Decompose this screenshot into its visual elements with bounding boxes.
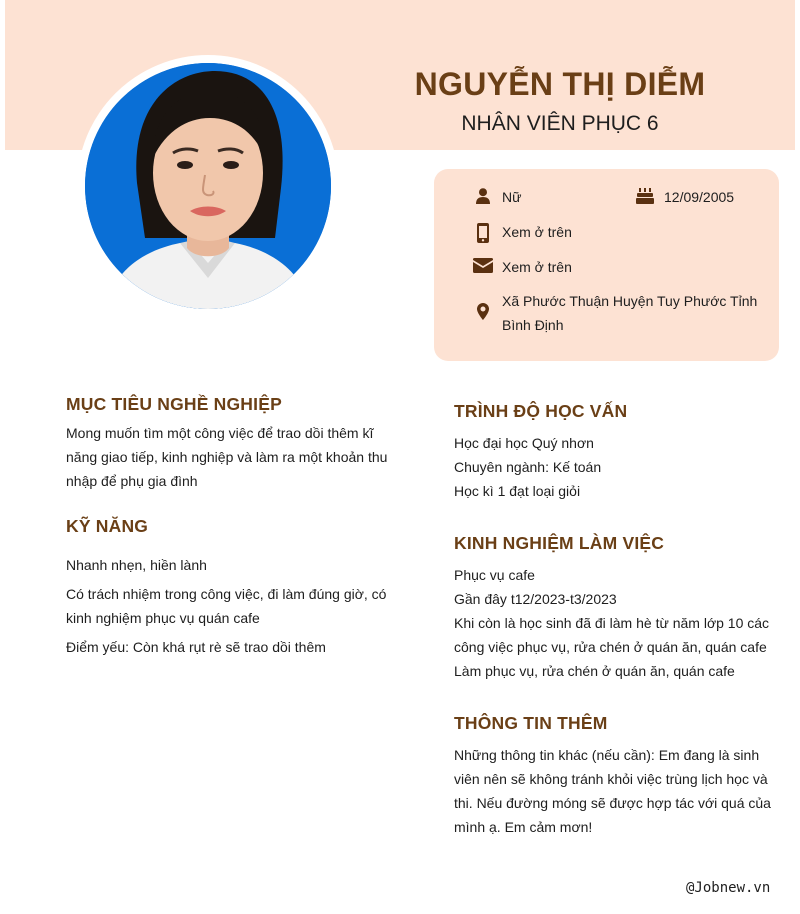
watermark: @Jobnew.vn [686, 880, 771, 896]
skill-line: kinh nghiệm phục vụ quán cafe [66, 610, 260, 626]
experience-line: Làm phục vụ, rửa chén ở quán ăn, quán cafe [454, 663, 735, 679]
experience-title: KINH NGHIỆM LÀM VIỆC [454, 533, 665, 553]
education-line: Học đại học Quý nhơn [454, 435, 594, 451]
experience-text [454, 563, 784, 683]
additional-info-line: Những thông tin khác (nếu cần): Em đang là sinh [454, 747, 760, 763]
phone-icon [472, 220, 494, 243]
skill-item: Nhanh nhẹn, hiền lành [66, 557, 207, 573]
gender-row [472, 185, 521, 209]
education-text [454, 431, 784, 503]
additional-info-line: thi. Nếu đường móng sẽ được hợp tác với quá của [454, 795, 771, 811]
address-row [472, 289, 762, 337]
education-line: Chuyên ngành: Kế toán [454, 459, 602, 475]
address-line-2: Bình Định [502, 317, 564, 333]
education-title: TRÌNH ĐỘ HỌC VẤN [454, 401, 628, 421]
candidate-name: NGUYỄN THỊ DIỄM [414, 66, 706, 102]
additional-info-title: THÔNG TIN THÊM [454, 713, 608, 733]
job-title: NHÂN VIÊN PHỤC 6 [461, 112, 659, 135]
email-row [472, 255, 572, 279]
gender-value: Nữ [502, 189, 522, 205]
experience-line: Khi còn là học sinh đã đi làm hè từ năm lớp 10 các [454, 615, 770, 631]
experience-line: Phục vụ cafe [454, 567, 535, 583]
skills-title: KỸ NĂNG [66, 516, 149, 536]
phone-value: Xem ở trên [502, 224, 572, 240]
email-value: Xem ở trên [502, 259, 572, 275]
address-value [502, 289, 757, 337]
birthday-row [634, 185, 734, 209]
phone-row [472, 220, 572, 244]
objective-text [66, 421, 396, 493]
skill-line: Có trách nhiệm trong công việc, đi làm đúng giờ, có [66, 586, 387, 602]
address-line-1: Xã Phước Thuận Huyện Tuy Phước Tỉnh [502, 293, 758, 309]
map-pin-icon [472, 289, 494, 320]
skill-item [66, 582, 396, 630]
user-icon [472, 185, 494, 204]
objective-line: Mong muốn tìm một công việc để trao dồi thêm kĩ [66, 425, 374, 441]
additional-info-line: viên nên sẽ không tránh khỏi việc trùng lịch học và [454, 771, 768, 787]
avatar [85, 63, 331, 309]
birthday-value: 12/09/2005 [664, 189, 735, 205]
avatar-portrait [85, 63, 331, 309]
birthday-cake-icon [634, 185, 656, 204]
objective-title: MỤC TIÊU NGHỀ NGHIỆP [66, 394, 282, 414]
additional-info-text [454, 743, 784, 839]
education-line: Học kì 1 đạt loại giỏi [454, 483, 581, 499]
objective-line: năng giao tiếp, kinh nghiệp và làm ra một khoản thu [66, 449, 388, 465]
skill-item: Điểm yếu: Còn khá rụt rè sẽ trao dồi thêm [66, 639, 326, 655]
contact-card [434, 169, 779, 361]
experience-line: công việc phục vụ, rửa chén ở quán ăn, quán cafe [454, 639, 767, 655]
objective-line: nhập để phụ gia đình [66, 473, 198, 489]
additional-info-line: mình ạ. Em cảm mơn! [454, 819, 593, 835]
experience-line: Gần đây t12/2023-t3/2023 [454, 591, 617, 607]
envelope-icon [472, 255, 494, 273]
